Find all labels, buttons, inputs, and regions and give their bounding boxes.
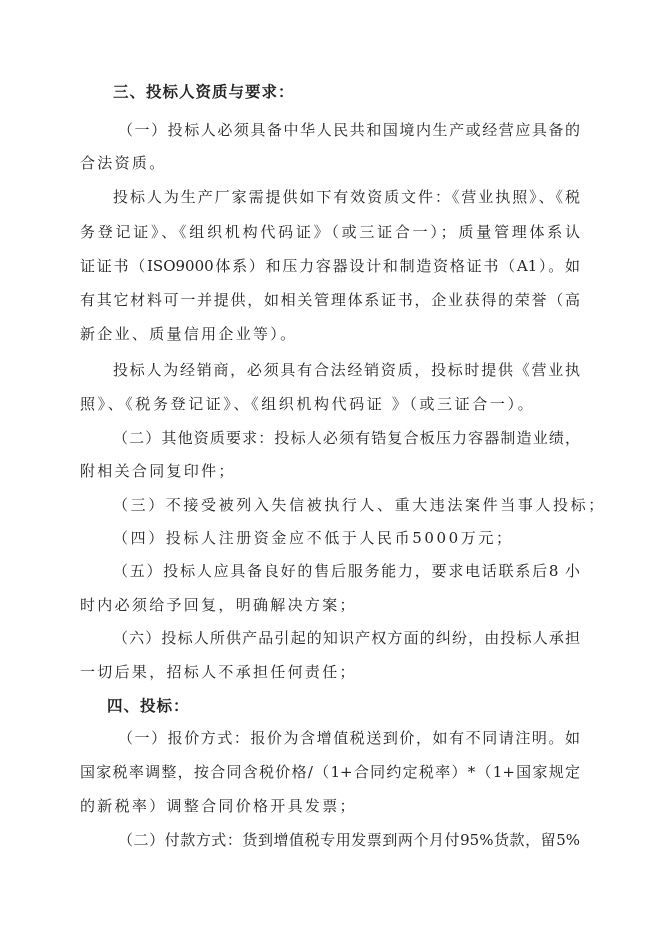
text-line: 投标人为生产厂家需提供如下有效资质文件：《营业执照》、《税 (113, 188, 580, 206)
text-line: 务登记证》、《组织机构代码证》（或三证合一）；质量管理体系认 (80, 223, 580, 241)
text-line: 投标人为经销商，必须具有合法经销资质，投标时提供《营业执 (113, 361, 580, 379)
text-line: 合法资质。 (80, 154, 167, 172)
section-heading: 四、投标： (107, 696, 190, 715)
text-line: （四）投标人注册资金应不低于人民币5000万元； (113, 529, 514, 547)
text-line: （六）投标人所供产品引起的知识产权方面的纠纷，由投标人承担 (113, 629, 580, 647)
text-line: （五）投标人应具备良好的售后服务能力，要求电话联系后8 小 (113, 562, 580, 580)
text-line: 国家税率调整，按合同含税价格/（1+合同约定税率）*（1+国家规定 (80, 763, 580, 781)
text-line: 新企业、质量信用企业等）。 (80, 325, 298, 343)
section-heading: 三、投标人资质与要求： (113, 82, 295, 101)
text-line: 一切后果，招标人不承担任何责任； (80, 663, 357, 681)
text-line: 照》、《税务登记证》、《组织机构代码证 》（或三证合一）。 (80, 395, 536, 413)
text-line: （一）投标人必须具备中华人民共和国境内生产或经营应具备的 (118, 121, 580, 139)
text-line: 的新税率）调整合同价格开具发票； (80, 797, 357, 815)
text-line: 附相关合同复印件； (80, 462, 236, 480)
text-line: 时内必须给予回复，明确解决方案； (80, 596, 357, 614)
text-line: （三）不接受被列入失信被执行人、重大违法案件当事人投标； (113, 496, 606, 514)
text-line: （二）其他资质要求：投标人必须有锆复合板压力容器制造业绩， (113, 429, 580, 447)
text-line: （一）报价方式：报价为含增值税送到价，如有不同请注明。如 (118, 729, 580, 747)
text-line: （二）付款方式：货到增值税专用发票到两个月付95%货款，留5% (118, 831, 580, 849)
text-line: 证证书（ISO9000体系）和压力容器设计和制造资格证书（A1）。如 (80, 257, 580, 275)
text-line: 有其它材料可一并提供，如相关管理体系证书，企业获得的荣誉（高 (80, 291, 580, 309)
